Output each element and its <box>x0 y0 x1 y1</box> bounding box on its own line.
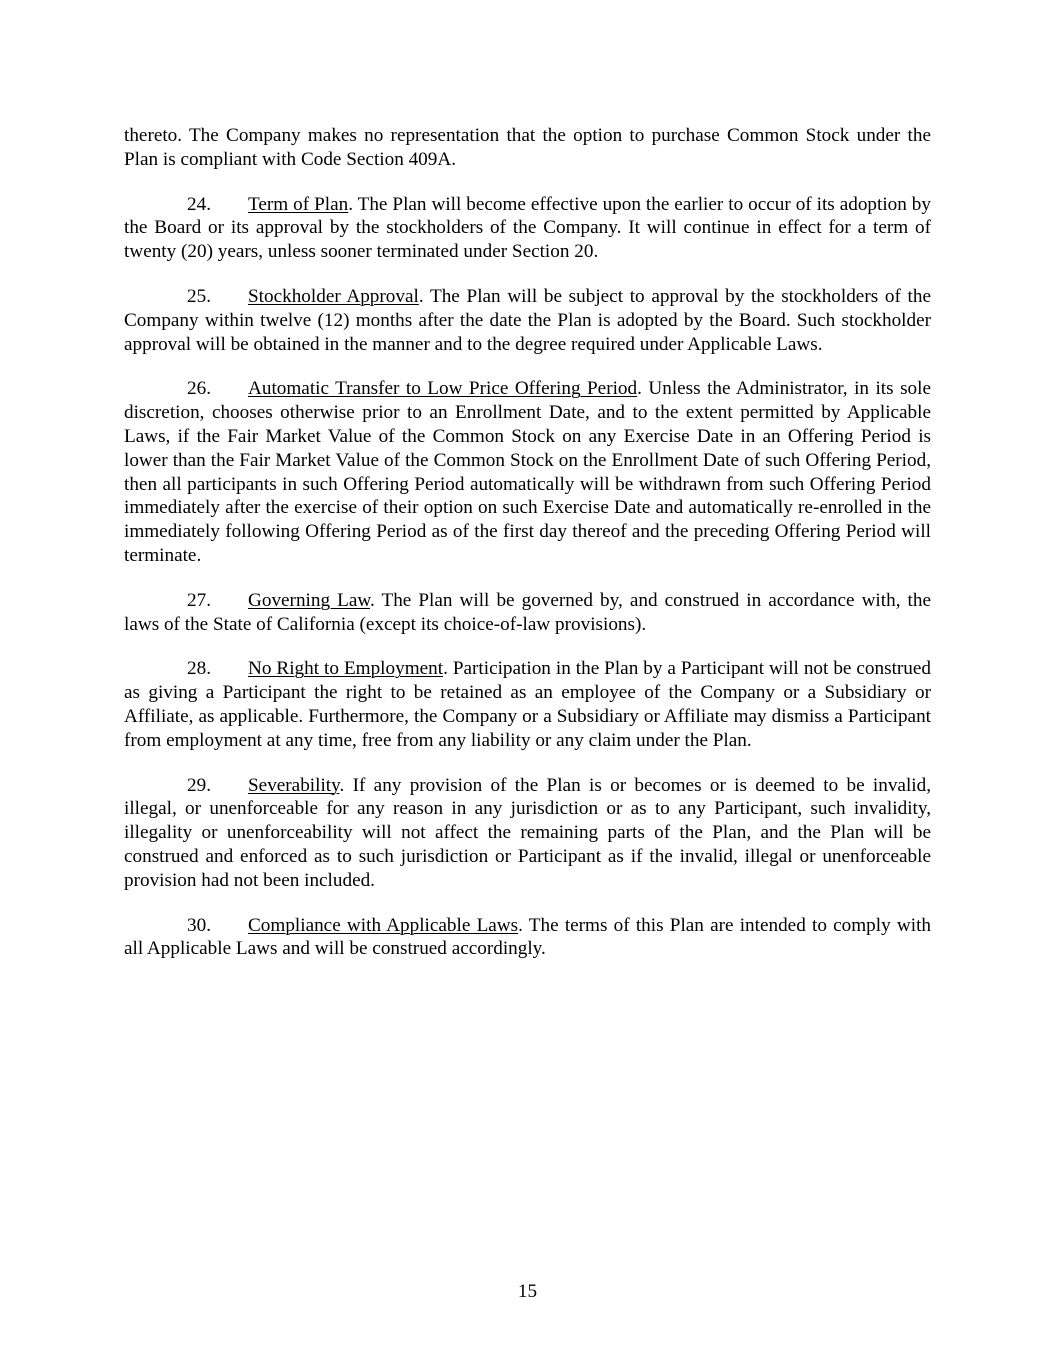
heading-period: . <box>418 285 424 307</box>
heading-period: . <box>518 914 523 936</box>
section-text: The Plan will become effective upon the earlier to occur of its adoption by the Board or its approval by the stockholders of the Company. It will continue in effect for a term of twenty (20) years, unless sooner terminated under Section 20. <box>124 193 931 263</box>
section-heading: Automatic Transfer to Low Price Offering Period <box>248 378 638 400</box>
heading-period: . <box>348 193 354 215</box>
section-30 <box>124 914 931 962</box>
heading-period: . <box>339 774 345 796</box>
section-heading: Term of Plan <box>248 193 349 215</box>
section-heading: No Right to Employment <box>248 658 444 680</box>
section-number: 26. <box>187 378 211 400</box>
section-number: 29. <box>187 774 211 796</box>
heading-period: . <box>369 589 375 611</box>
section-number: 30. <box>187 914 211 936</box>
section-text: The Plan will be subject to approval by the stockholders of the Company within twelve (12) months after the date the Plan is adopted by the Board. Such stockholder approval will be obtained in the manner and to the degree required under Applicable Laws. <box>124 285 932 355</box>
section-heading: Compliance with Applicable Laws <box>248 914 519 936</box>
section-number: 27. <box>187 589 211 611</box>
section-27 <box>124 589 931 637</box>
section-text: The terms of this Plan are intended to comply with all Applicable Laws and will be construed accordingly. <box>124 914 931 960</box>
section-number: 24. <box>187 193 211 215</box>
section-28 <box>124 657 931 752</box>
section-26 <box>124 377 931 567</box>
section-heading: Severability <box>248 774 340 796</box>
page-number: 15 <box>517 1281 538 1302</box>
section-number: 25. <box>187 285 211 307</box>
section-text: Participation in the Plan by a Participant will not be construed as giving a Participant the right to be retained as an employee of the Company or a Subsidiary or Affiliate, as applicable. Furthermore, the Company or a Subsidiary or Affiliate may dismiss a Participant from employment at any time, free from any liability or any claim under the Plan. <box>124 658 932 751</box>
heading-period: . <box>637 378 642 400</box>
section-text: If any provision of the Plan is or becomes or is deemed to be invalid, illegal, or unenforceable for any reason in any jurisdiction or as to any Participant, such invalidity, illegality or unenforceability will not affect the remaining parts of the Plan, and the Plan will be construed and enforced as to such jurisdiction or Participant as if the invalid, illegal or unenforceable provision had not been included. <box>124 774 931 891</box>
section-text: The Plan will be governed by, and construed in accordance with, the laws of the State of California (except its choice-of-law provisions). <box>124 589 931 635</box>
section-heading: Stockholder Approval <box>248 285 419 307</box>
section-text: Unless the Administrator, in its sole discretion, chooses otherwise prior to an Enrollment Date, and to the extent permitted by Applicable Laws, if the Fair Market Value of the Common Stock on any Exercise Date in an Offering Period is lower than the Fair Market Value of the Common Stock on the Enrollment Date of such Offering Period, then all participants in such Offering Period automatically will be withdrawn from such Offering Period immediately after the exercise of their option on such Exercise Date and automatically re-enrolled in the immediately following Offering Period as of the first day thereof and the preceding Offering Period will terminate. <box>124 378 931 566</box>
section-25 <box>124 285 931 356</box>
heading-period: . <box>443 658 448 680</box>
section-number: 28. <box>187 658 211 680</box>
section-29 <box>124 774 931 893</box>
document-body <box>124 124 931 982</box>
section-heading: Governing Law <box>248 589 370 611</box>
section-24 <box>124 193 931 264</box>
continuation-paragraph: thereto. The Company makes no representation that the option to purchase Common Stock under the Plan is compliant with Code Section 409A. <box>124 125 931 170</box>
